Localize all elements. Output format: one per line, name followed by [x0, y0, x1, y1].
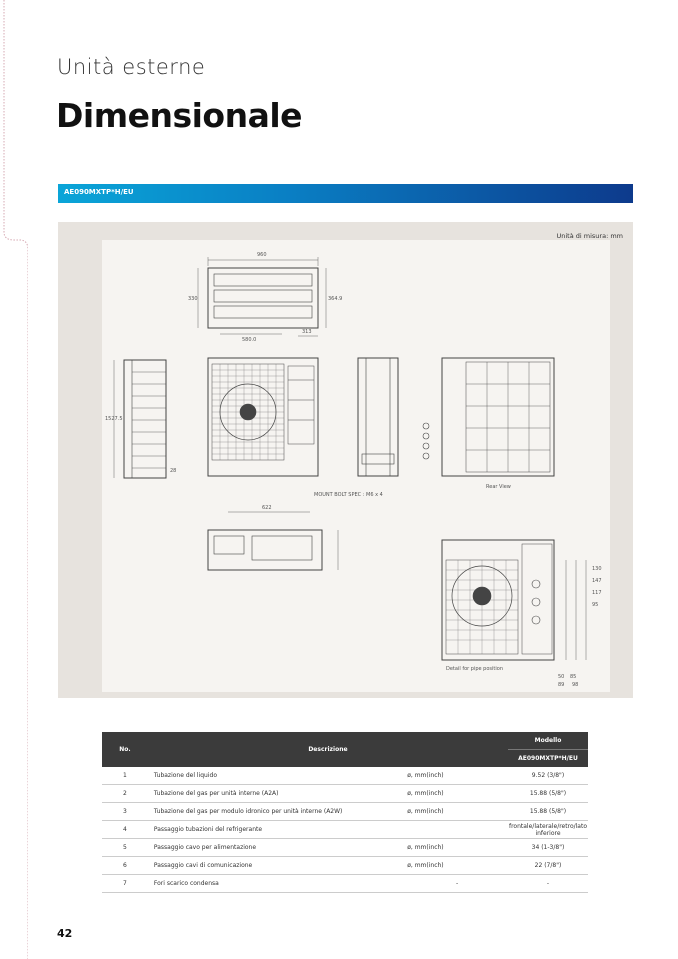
detail-dim-2: 147: [592, 578, 602, 584]
dim-top-width: 960: [257, 252, 267, 258]
row-unit: ø, mm(inch): [399, 803, 508, 821]
row-description: Tubazione del gas per modulo idronico per unità interne (A2W): [148, 803, 399, 821]
technical-drawing-panel: [58, 222, 633, 698]
dim-front-offset: 313: [302, 329, 312, 335]
spec-table-body: [102, 767, 588, 893]
detail-dim-5: 50: [558, 674, 565, 680]
row-number: 4: [102, 821, 148, 839]
row-number: 1: [102, 767, 148, 785]
row-unit: ø, mm(inch): [399, 767, 508, 785]
row-unit: ø, mm(inch): [399, 857, 508, 875]
table-row: [102, 839, 588, 857]
row-value: frontale/laterale/retro/lato inferiore: [508, 822, 587, 837]
dim-front-height: 1527.5: [105, 416, 123, 422]
rear-view-label: Rear View: [486, 484, 511, 490]
base-view: [208, 512, 338, 570]
header-model-group: Modello: [508, 732, 588, 750]
table-row: [102, 803, 588, 821]
detail-dim-6: 85: [570, 674, 577, 680]
front-view: [208, 336, 318, 476]
row-description: Passaggio tubazioni del refrigerante: [148, 821, 399, 839]
dim-top-depth: 330: [188, 296, 198, 302]
pipe-detail-view: [442, 540, 586, 660]
dim-base-width: 622: [262, 505, 272, 511]
dimension-drawing-svg: [102, 240, 610, 692]
row-unit: ø, mm(inch): [399, 785, 508, 803]
detail-dim-3: 117: [592, 590, 602, 596]
row-description: Tubazione del liquido: [148, 767, 399, 785]
row-value: 15.88 (5/8"): [508, 803, 588, 821]
row-unit: -: [399, 875, 508, 893]
detail-dim-7: 89: [558, 682, 565, 688]
row-value: 15.88 (5/8"): [508, 785, 588, 803]
detail-dim-8: 98: [572, 682, 579, 688]
technical-drawing: [102, 240, 610, 692]
row-number: 5: [102, 839, 148, 857]
row-description: Fori scarico condensa: [148, 875, 399, 893]
table-row: [102, 875, 588, 893]
row-number: 7: [102, 875, 148, 893]
row-value: 22 (7/8"): [508, 857, 588, 875]
row-description: Tubazione del gas per unità interne (A2A): [148, 785, 399, 803]
rear-view: [423, 358, 554, 476]
row-value: 9.52 (3/8"): [508, 767, 588, 785]
table-row: [102, 767, 588, 785]
page-title: Dimensionale: [56, 96, 303, 135]
dim-top-inner-width: 580.0: [242, 337, 257, 343]
header-description: Descrizione: [148, 732, 508, 767]
side-view-right: [358, 358, 398, 476]
row-description: Passaggio cavo per alimentazione: [148, 839, 399, 857]
section-subtitle: Unità esterne: [57, 55, 206, 79]
banner-model-label: AE090MXTP*H/EU: [64, 188, 134, 196]
row-unit: [399, 821, 508, 839]
header-no: No.: [102, 732, 148, 767]
detail-dim-1: 130: [592, 566, 602, 572]
detail-dim-4: 95: [592, 602, 599, 608]
page-number: 42: [57, 927, 73, 940]
mount-bolt-label: MOUNT BOLT SPEC : M6 x 4: [314, 492, 383, 498]
dim-bottom-offset: 28: [170, 468, 177, 474]
detail-view-label: Detail for pipe position: [446, 666, 503, 672]
row-number: 2: [102, 785, 148, 803]
page-margin-line: [0, 0, 28, 959]
row-value: -: [508, 875, 588, 893]
header-model-name: AE090MXTP*H/EU: [508, 750, 588, 768]
row-number: 3: [102, 803, 148, 821]
row-number: 6: [102, 857, 148, 875]
row-value: 34 (1-3/8"): [508, 839, 588, 857]
dim-top-height: 364.9: [328, 296, 343, 302]
row-description: Passaggio cavi di comunicazione: [148, 857, 399, 875]
table-row: [102, 785, 588, 803]
table-row: [102, 857, 588, 875]
spec-table: [102, 732, 588, 893]
table-row: [102, 821, 588, 839]
top-view: [198, 257, 326, 334]
unit-note: Unità di misura: mm: [556, 232, 623, 240]
model-banner: [58, 184, 633, 203]
row-unit: ø, mm(inch): [399, 839, 508, 857]
